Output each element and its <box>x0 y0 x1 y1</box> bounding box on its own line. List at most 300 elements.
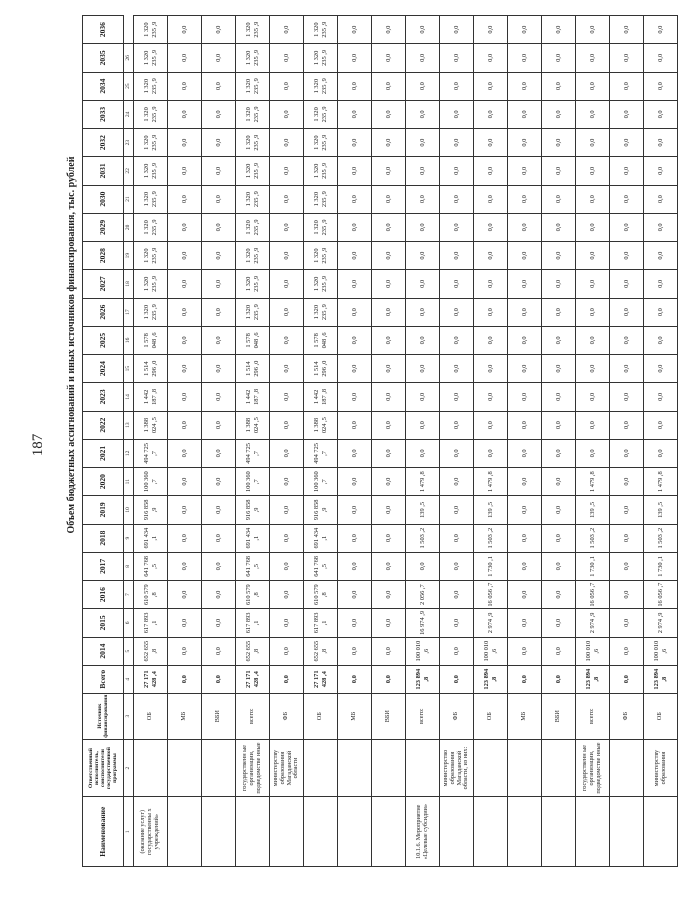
row-responsible <box>508 739 542 797</box>
row-year-value: 0,0 <box>338 468 372 496</box>
row-year-value: 0,0 <box>406 270 440 298</box>
column-number: 18 <box>124 270 134 298</box>
row-year-value: 100 010 ,6 <box>474 637 508 665</box>
row-year-value: 494 725 ,7 <box>236 439 270 467</box>
row-year-value: 0,0 <box>542 383 576 411</box>
row-year-value: 1 320 235 ,9 <box>236 100 270 128</box>
row-year-value: 0,0 <box>576 213 610 241</box>
row-year-value: 0,0 <box>474 44 508 72</box>
row-year-value: 0,0 <box>372 326 406 354</box>
row-year-value: 610 579 ,8 <box>134 581 168 609</box>
row-year-value: 0,0 <box>338 213 372 241</box>
row-year-value: 494 725 ,7 <box>134 439 168 467</box>
row-year-value: 0,0 <box>168 411 202 439</box>
row-year-value: 0,0 <box>338 524 372 552</box>
row-year-value: 0,0 <box>610 581 644 609</box>
row-year-value: 0,0 <box>610 298 644 326</box>
row-year-value: 691 434 ,1 <box>304 524 338 552</box>
row-year-value: 0,0 <box>474 326 508 354</box>
row-year-value: 0,0 <box>372 581 406 609</box>
row-name <box>440 797 474 867</box>
row-year-value: 0,0 <box>576 16 610 44</box>
table-row <box>440 16 474 867</box>
row-year-value: 0,0 <box>406 552 440 580</box>
row-total: 0,0 <box>372 665 406 693</box>
row-year-value: 0,0 <box>508 383 542 411</box>
row-year-value: 0,0 <box>202 242 236 270</box>
row-year-value: 0,0 <box>338 411 372 439</box>
row-year-value: 0,0 <box>406 326 440 354</box>
row-year-value: 691 434 ,1 <box>236 524 270 552</box>
row-year-value: 1 442 187 ,8 <box>304 383 338 411</box>
row-year-value: 0,0 <box>372 242 406 270</box>
header-year: 2015 <box>83 609 124 637</box>
row-total: 27 171 428 ,4 <box>236 665 270 693</box>
row-year-value: 139 ,5 <box>576 496 610 524</box>
row-responsible: министерству образования Магаданской области <box>270 739 304 797</box>
row-year-value: 1 320 235 ,9 <box>236 129 270 157</box>
row-year-value: 0,0 <box>508 298 542 326</box>
row-year-value: 1 320 235 ,9 <box>134 157 168 185</box>
row-year-value: 0,0 <box>338 242 372 270</box>
row-total: 0,0 <box>542 665 576 693</box>
row-year-value: 0,0 <box>168 552 202 580</box>
row-year-value: 1 320 235 ,9 <box>134 185 168 213</box>
row-year-value: 0,0 <box>610 609 644 637</box>
row-year-value: 0,0 <box>270 270 304 298</box>
row-year-value: 0,0 <box>610 72 644 100</box>
row-source: ОБ <box>134 693 168 739</box>
row-year-value: 0,0 <box>542 355 576 383</box>
table-row <box>576 16 610 867</box>
row-year-value: 0,0 <box>270 439 304 467</box>
row-year-value: 0,0 <box>270 44 304 72</box>
row-source: ВБИ <box>372 693 406 739</box>
row-year-value: 0,0 <box>440 270 474 298</box>
row-year-value: 1 320 235 ,9 <box>134 16 168 44</box>
table-row <box>304 16 338 867</box>
row-year-value: 1 514 296 ,0 <box>134 355 168 383</box>
row-year-value: 0,0 <box>406 242 440 270</box>
row-year-value: 1 320 235 ,9 <box>236 157 270 185</box>
row-year-value: 0,0 <box>508 270 542 298</box>
row-year-value: 0,0 <box>508 355 542 383</box>
row-year-value: 0,0 <box>440 609 474 637</box>
header-year: 2027 <box>83 270 124 298</box>
row-year-value: 0,0 <box>270 524 304 552</box>
row-year-value: 0,0 <box>168 44 202 72</box>
header-year: 2016 <box>83 581 124 609</box>
row-year-value: 0,0 <box>610 439 644 467</box>
row-year-value: 0,0 <box>202 496 236 524</box>
row-year-value: 0,0 <box>440 581 474 609</box>
row-year-value: 0,0 <box>644 326 678 354</box>
row-name <box>576 797 610 867</box>
column-number: 11 <box>124 468 134 496</box>
row-responsible: государственн ые организации, подведомстве нные <box>576 739 610 797</box>
row-name: 10.1.6. Мероприятие «Целевые субсидии» <box>406 797 440 867</box>
row-year-value: 0,0 <box>168 185 202 213</box>
row-year-value: 0,0 <box>406 16 440 44</box>
row-year-value: 0,0 <box>474 129 508 157</box>
row-year-value: 0,0 <box>508 609 542 637</box>
row-year-value: 2 974 ,9 <box>474 609 508 637</box>
row-source: ОБ <box>644 693 678 739</box>
header-year: 2033 <box>83 100 124 128</box>
row-year-value: 0,0 <box>168 355 202 383</box>
row-year-value: 2 974 ,9 <box>644 609 678 637</box>
row-responsible <box>406 739 440 797</box>
row-year-value: 0,0 <box>440 496 474 524</box>
row-year-value: 0,0 <box>542 411 576 439</box>
row-year-value: 0,0 <box>168 383 202 411</box>
column-number: 4 <box>124 665 134 693</box>
row-year-value: 0,0 <box>372 383 406 411</box>
row-year-value: 100 360 ,7 <box>236 468 270 496</box>
row-name <box>508 797 542 867</box>
row-year-value: 0,0 <box>576 185 610 213</box>
row-year-value: 0,0 <box>610 496 644 524</box>
row-year-value: 0,0 <box>644 16 678 44</box>
page-number: 187 <box>30 433 46 457</box>
row-year-value: 0,0 <box>440 16 474 44</box>
row-year-value: 0,0 <box>474 213 508 241</box>
row-year-value: 641 768 ,5 <box>236 552 270 580</box>
row-year-value: 0,0 <box>508 129 542 157</box>
row-year-value: 0,0 <box>372 213 406 241</box>
row-year-value: 610 579 ,8 <box>236 581 270 609</box>
row-total: 0,0 <box>168 665 202 693</box>
row-year-value: 0,0 <box>542 213 576 241</box>
row-name <box>474 797 508 867</box>
row-year-value: 1 320 235 ,9 <box>134 242 168 270</box>
row-year-value: 0,0 <box>270 185 304 213</box>
row-year-value: 0,0 <box>610 100 644 128</box>
row-year-value: 0,0 <box>474 72 508 100</box>
row-year-value: 0,0 <box>270 496 304 524</box>
row-year-value: 1 730 ,1 <box>474 552 508 580</box>
column-number: 9 <box>124 524 134 552</box>
row-year-value: 1 442 187 ,8 <box>134 383 168 411</box>
row-year-value: 0,0 <box>440 552 474 580</box>
row-year-value: 0,0 <box>440 439 474 467</box>
row-year-value: 1 388 024 ,5 <box>236 411 270 439</box>
row-year-value: 0,0 <box>542 72 576 100</box>
row-year-value: 0,0 <box>270 326 304 354</box>
row-year-value: 139 ,5 <box>644 496 678 524</box>
row-source: всего: <box>406 693 440 739</box>
row-year-value: 1 388 024 ,5 <box>304 411 338 439</box>
row-year-value: 0,0 <box>508 524 542 552</box>
row-year-value: 617 893 ,1 <box>134 609 168 637</box>
row-total: 0,0 <box>440 665 474 693</box>
row-year-value: 0,0 <box>542 242 576 270</box>
table-row <box>202 16 236 867</box>
row-year-value: 0,0 <box>440 411 474 439</box>
row-year-value: 0,0 <box>168 72 202 100</box>
row-year-value: 0,0 <box>610 44 644 72</box>
row-year-value: 1 320 235 ,9 <box>304 157 338 185</box>
row-total: 0,0 <box>610 665 644 693</box>
row-year-value: 100 010 ,6 <box>576 637 610 665</box>
row-source: МБ <box>168 693 202 739</box>
row-year-value: 0,0 <box>508 242 542 270</box>
row-year-value: 0,0 <box>610 355 644 383</box>
row-year-value: 641 768 ,5 <box>134 552 168 580</box>
row-year-value: 1 514 296 ,0 <box>236 355 270 383</box>
row-name <box>236 797 270 867</box>
row-year-value: 0,0 <box>338 270 372 298</box>
column-number: 22 <box>124 157 134 185</box>
row-year-value: 0,0 <box>168 157 202 185</box>
row-year-value: 0,0 <box>270 637 304 665</box>
table-row <box>474 16 508 867</box>
header-year: 2028 <box>83 242 124 270</box>
row-year-value: 0,0 <box>338 439 372 467</box>
row-year-value: 1 320 235 ,9 <box>134 270 168 298</box>
row-year-value: 100 360 ,7 <box>134 468 168 496</box>
row-year-value: 0,0 <box>508 72 542 100</box>
row-year-value: 0,0 <box>338 326 372 354</box>
row-year-value: 1 320 235 ,9 <box>304 44 338 72</box>
row-year-value: 1 320 235 ,9 <box>304 213 338 241</box>
table-row <box>406 16 440 867</box>
row-year-value: 16 056 ,7 <box>474 581 508 609</box>
row-year-value: 1 479 ,8 <box>474 468 508 496</box>
row-year-value: 0,0 <box>542 185 576 213</box>
row-year-value: 0,0 <box>406 355 440 383</box>
row-total: 27 171 428 ,4 <box>134 665 168 693</box>
row-year-value: 0,0 <box>338 355 372 383</box>
row-year-value: 0,0 <box>372 411 406 439</box>
row-name <box>168 797 202 867</box>
row-name <box>304 797 338 867</box>
row-year-value: 0,0 <box>508 411 542 439</box>
row-year-value: 0,0 <box>372 44 406 72</box>
row-year-value: 0,0 <box>508 44 542 72</box>
row-year-value: 0,0 <box>406 213 440 241</box>
row-year-value: 100 010 ,6 <box>644 637 678 665</box>
row-year-value: 0,0 <box>338 383 372 411</box>
row-year-value: 0,0 <box>338 157 372 185</box>
row-responsible: министерству образования <box>644 739 678 797</box>
row-year-value: 0,0 <box>372 270 406 298</box>
row-year-value: 652 655 ,8 <box>236 637 270 665</box>
row-year-value: 0,0 <box>474 355 508 383</box>
row-year-value: 0,0 <box>338 496 372 524</box>
row-source: МБ <box>508 693 542 739</box>
row-year-value: 100 010 ,6 <box>406 637 440 665</box>
row-year-value: 0,0 <box>372 524 406 552</box>
row-name <box>202 797 236 867</box>
row-year-value: 0,0 <box>168 581 202 609</box>
row-year-value: 0,0 <box>270 383 304 411</box>
row-year-value: 0,0 <box>270 468 304 496</box>
column-number: 15 <box>124 355 134 383</box>
header-year: 2014 <box>83 637 124 665</box>
row-year-value: 0,0 <box>168 213 202 241</box>
row-year-value: 0,0 <box>372 16 406 44</box>
row-year-value: 0,0 <box>168 100 202 128</box>
row-year-value: 0,0 <box>542 552 576 580</box>
row-year-value: 0,0 <box>406 72 440 100</box>
row-year-value: 0,0 <box>168 439 202 467</box>
row-year-value: 1 320 235 ,9 <box>304 270 338 298</box>
row-year-value: 0,0 <box>610 637 644 665</box>
row-year-value: 0,0 <box>406 298 440 326</box>
header-year: 2024 <box>83 355 124 383</box>
column-number: 1 <box>124 797 134 867</box>
row-year-value: 16 056 ,7 <box>576 581 610 609</box>
header-year: 2020 <box>83 468 124 496</box>
header-year: 2023 <box>83 383 124 411</box>
row-year-value: 2 056 ,7 <box>406 581 440 609</box>
row-year-value: 617 893 ,1 <box>304 609 338 637</box>
row-year-value: 0,0 <box>542 524 576 552</box>
row-year-value: 0,0 <box>576 298 610 326</box>
row-year-value: 0,0 <box>508 637 542 665</box>
header-row <box>83 16 124 867</box>
row-total: 0,0 <box>202 665 236 693</box>
row-year-value: 0,0 <box>440 157 474 185</box>
row-year-value: 0,0 <box>202 326 236 354</box>
row-year-value: 0,0 <box>508 185 542 213</box>
row-year-value: 1 479 ,8 <box>576 468 610 496</box>
row-year-value: 1 320 235 ,9 <box>236 72 270 100</box>
row-year-value: 0,0 <box>576 242 610 270</box>
row-year-value: 0,0 <box>610 242 644 270</box>
row-year-value: 1 320 235 ,9 <box>134 129 168 157</box>
row-source: всего: <box>236 693 270 739</box>
row-year-value: 0,0 <box>542 581 576 609</box>
row-year-value: 0,0 <box>508 552 542 580</box>
row-year-value: 0,0 <box>202 552 236 580</box>
row-year-value: 0,0 <box>338 185 372 213</box>
row-year-value: 0,0 <box>644 129 678 157</box>
column-number-row <box>124 16 134 867</box>
row-year-value: 1 320 235 ,9 <box>134 298 168 326</box>
row-year-value: 0,0 <box>644 270 678 298</box>
row-year-value: 1 730 ,1 <box>644 552 678 580</box>
row-year-value: 1 578 048 ,6 <box>134 326 168 354</box>
row-year-value: 0,0 <box>542 270 576 298</box>
row-year-value: 0,0 <box>440 100 474 128</box>
row-year-value: 0,0 <box>372 100 406 128</box>
table-row <box>168 16 202 867</box>
row-year-value: 0,0 <box>576 439 610 467</box>
column-number: 10 <box>124 496 134 524</box>
row-year-value: 0,0 <box>406 157 440 185</box>
row-year-value: 0,0 <box>644 439 678 467</box>
row-year-value: 1 320 235 ,9 <box>304 16 338 44</box>
row-year-value: 0,0 <box>610 129 644 157</box>
row-year-value: 0,0 <box>202 468 236 496</box>
row-year-value: 1 320 235 ,9 <box>134 100 168 128</box>
row-year-value: 0,0 <box>610 411 644 439</box>
row-year-value: 0,0 <box>440 468 474 496</box>
header-year: 2036 <box>83 16 124 44</box>
column-number: 12 <box>124 439 134 467</box>
row-year-value: 0,0 <box>372 298 406 326</box>
header-year: 2031 <box>83 157 124 185</box>
table-row <box>270 16 304 867</box>
row-year-value: 1 320 235 ,9 <box>304 100 338 128</box>
row-year-value: 0,0 <box>576 326 610 354</box>
row-year-value: 0,0 <box>372 185 406 213</box>
row-year-value: 0,0 <box>406 439 440 467</box>
header-year: 2019 <box>83 496 124 524</box>
table-row <box>338 16 372 867</box>
row-year-value: 0,0 <box>474 157 508 185</box>
row-year-value: 0,0 <box>202 185 236 213</box>
row-year-value: 0,0 <box>644 242 678 270</box>
row-year-value: 0,0 <box>270 298 304 326</box>
row-name <box>270 797 304 867</box>
row-year-value: 0,0 <box>474 242 508 270</box>
row-year-value: 1 320 235 ,9 <box>236 213 270 241</box>
row-responsible: министерство образования Магаданской области, из них: <box>440 739 474 797</box>
row-year-value: 0,0 <box>474 100 508 128</box>
row-year-value: 0,0 <box>576 355 610 383</box>
row-year-value: 0,0 <box>338 72 372 100</box>
column-number: 13 <box>124 411 134 439</box>
row-year-value: 0,0 <box>168 496 202 524</box>
row-year-value: 0,0 <box>508 100 542 128</box>
row-year-value: 1 320 235 ,9 <box>134 72 168 100</box>
row-year-value: 0,0 <box>644 100 678 128</box>
row-year-value: 0,0 <box>508 468 542 496</box>
row-year-value: 0,0 <box>610 524 644 552</box>
row-year-value: 1 479 ,8 <box>644 468 678 496</box>
row-year-value: 0,0 <box>372 157 406 185</box>
row-total: 0,0 <box>508 665 542 693</box>
row-year-value: 0,0 <box>644 411 678 439</box>
row-total: 27 171 428 ,4 <box>304 665 338 693</box>
row-year-value: 0,0 <box>542 44 576 72</box>
row-year-value: 1 578 048 ,6 <box>236 326 270 354</box>
row-name <box>610 797 644 867</box>
row-year-value: 0,0 <box>202 100 236 128</box>
row-source: ОБ <box>304 693 338 739</box>
row-responsible <box>202 739 236 797</box>
row-year-value: 0,0 <box>508 439 542 467</box>
row-year-value: 0,0 <box>440 298 474 326</box>
row-name <box>542 797 576 867</box>
row-year-value: 0,0 <box>338 609 372 637</box>
row-year-value: 0,0 <box>202 44 236 72</box>
header-year: 2017 <box>83 552 124 580</box>
row-year-value: 139 ,5 <box>406 496 440 524</box>
row-year-value: 0,0 <box>168 609 202 637</box>
row-year-value: 652 655 ,8 <box>304 637 338 665</box>
column-number: 14 <box>124 383 134 411</box>
row-year-value: 0,0 <box>474 439 508 467</box>
row-year-value: 1 320 235 ,9 <box>304 129 338 157</box>
row-year-value: 0,0 <box>202 581 236 609</box>
column-number: 6 <box>124 609 134 637</box>
row-year-value: 0,0 <box>508 496 542 524</box>
row-year-value: 0,0 <box>338 129 372 157</box>
row-year-value: 0,0 <box>440 637 474 665</box>
row-year-value: 0,0 <box>202 213 236 241</box>
row-year-value: 0,0 <box>168 242 202 270</box>
row-name <box>372 797 406 867</box>
row-year-value: 1 320 235 ,9 <box>304 72 338 100</box>
row-year-value: 0,0 <box>474 411 508 439</box>
row-year-value: 0,0 <box>644 355 678 383</box>
row-year-value: 0,0 <box>406 129 440 157</box>
row-source: ФБ <box>610 693 644 739</box>
